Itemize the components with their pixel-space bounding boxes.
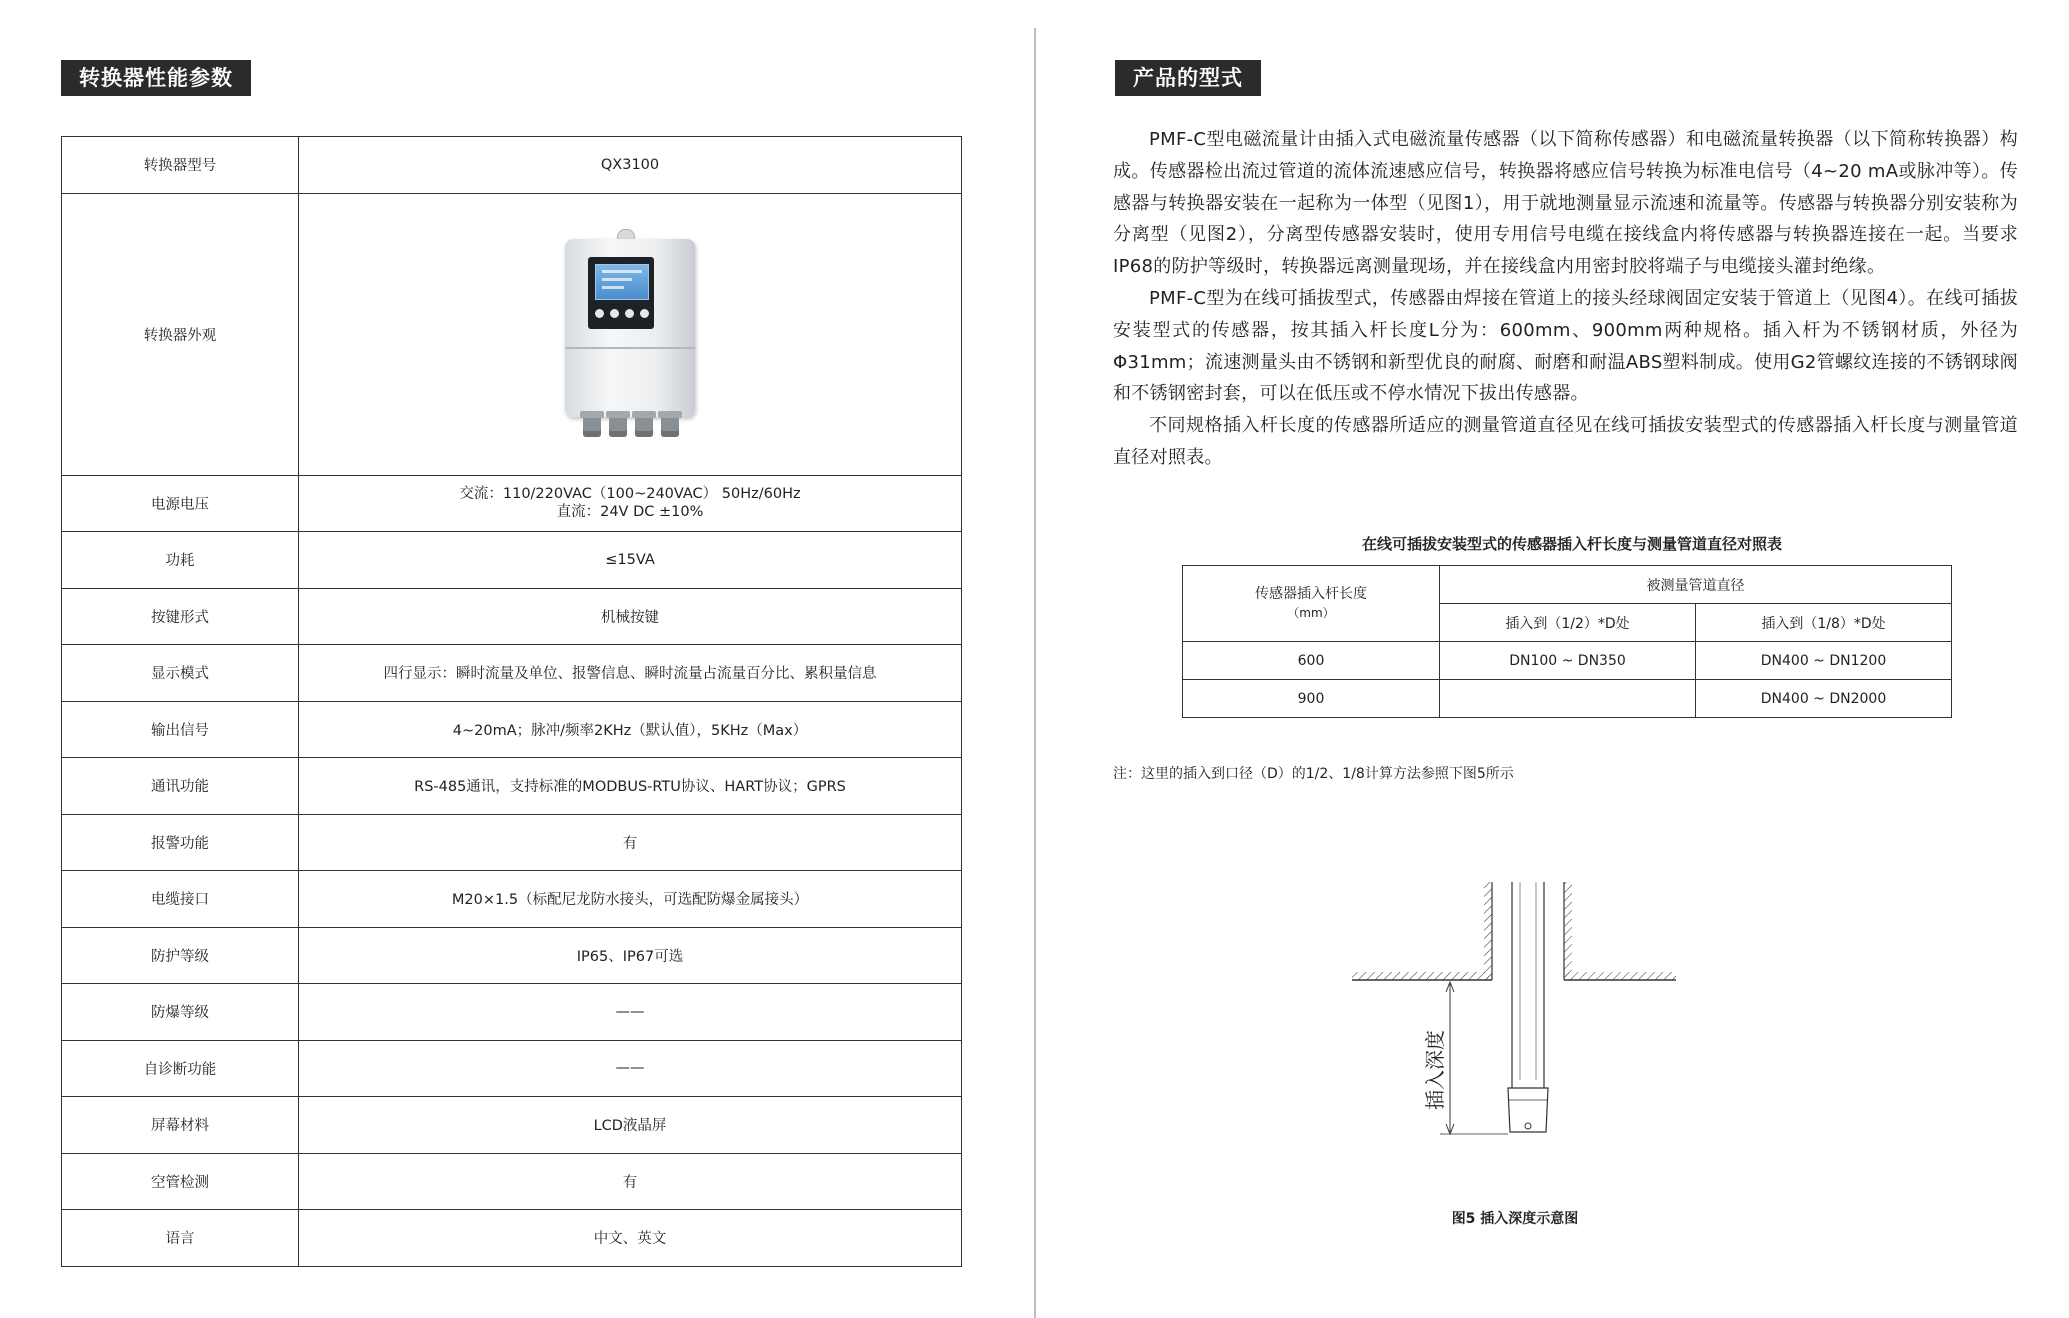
insertion-length-table [1182, 565, 1952, 718]
spec-label: 输出信号 [62, 701, 299, 758]
left-section-title: 转换器性能参数 [61, 60, 251, 96]
eighth-depth-header: 插入到（1/8）*D处 [1696, 604, 1952, 642]
spec-label: 报警功能 [62, 814, 299, 871]
table-row [62, 871, 962, 928]
spec-label: 功耗 [62, 532, 299, 589]
half-depth-header: 插入到（1/2）*D处 [1440, 604, 1696, 642]
spec-label: 防护等级 [62, 927, 299, 984]
spec-value: RS-485通讯，支持标准的MODBUS-RTU协议、HART协议；GPRS [299, 758, 962, 815]
spec-value: 4~20mA；脉冲/频率2KHz（默认值），5KHz（Max） [299, 701, 962, 758]
half-depth-cell: DN100 ~ DN350 [1440, 642, 1696, 680]
product-description [1113, 124, 2018, 474]
spec-label: 显示模式 [62, 645, 299, 702]
spec-label: 转换器外观 [62, 193, 299, 475]
spec-value: M20×1.5（标配尼龙防水接头，可选配防爆金属接头） [299, 871, 962, 928]
spec-label: 按键形式 [62, 588, 299, 645]
table-row [62, 588, 962, 645]
length-cell: 600 [1183, 642, 1440, 680]
eighth-depth-cell: DN400 ~ DN2000 [1696, 680, 1952, 718]
spec-label: 通讯功能 [62, 758, 299, 815]
device-keys [595, 309, 649, 318]
spec-value: 四行显示：瞬时流量及单位、报警信息、瞬时流量占流量百分比、累积量信息 [299, 645, 962, 702]
lcd-screen [595, 264, 649, 300]
converter-device-image [555, 229, 705, 439]
table-title: 在线可插拔安装型式的传感器插入杆长度与测量管道直径对照表 [1361, 535, 1782, 553]
length-header: 传感器插入杆长度 （mm） [1183, 566, 1440, 642]
spec-value: QX3100 [299, 137, 962, 194]
spec-label: 防爆等级 [62, 984, 299, 1041]
spec-value: 中文、英文 [299, 1210, 962, 1267]
spec-value: ≤15VA [299, 532, 962, 589]
table-row [62, 814, 962, 871]
converter-image-cell [299, 193, 962, 475]
spec-value: 有 [299, 814, 962, 871]
paragraph: 不同规格插入杆长度的传感器所适应的测量管道直径见在线可插拔安装型式的传感器插入杆长度与测量管道直径对照表。 [1113, 415, 2018, 468]
half-depth-cell [1440, 680, 1696, 718]
spec-value: 有 [299, 1153, 962, 1210]
spec-label: 转换器型号 [62, 137, 299, 194]
spec-value: 交流：110/220VAC（100~240VAC） 50Hz/60Hz 直流：24V DC ±10% [299, 475, 962, 532]
table-row [62, 475, 962, 532]
spec-label: 屏幕材料 [62, 1097, 299, 1154]
table-row [62, 645, 962, 702]
table-row [1183, 642, 1952, 680]
right-section-title: 产品的型式 [1115, 60, 1261, 96]
table-row [62, 927, 962, 984]
table-row [62, 758, 962, 815]
spec-label: 空管检测 [62, 1153, 299, 1210]
table-row [62, 701, 962, 758]
paragraph: PMF-C型电磁流量计由插入式电磁流量传感器（以下简称传感器）和电磁流量转换器（以下简称转换器）构成。传感器检出流过管道的流体流速感应信号，转换器将感应信号转换为标准电信号（4~20 mA或脉冲等）。传感器与转换器安装在一起称为一体型（见图1），用于就地测量显示流速和流量等。传感器与转换器分别安装称为分离型（见图2），分离型传感器安装时，使用专用信号电缆在接线盒内将传感器与转换器连接在一起。当要求IP68的防护等级时，转换器远离测量现场，并在接线盒内用密封胶将端子与电缆接头灌封绝缘。 [1113, 129, 2018, 278]
spec-value: —— [299, 1040, 962, 1097]
insertion-depth-diagram [1332, 870, 1690, 1140]
spec-value: IP65、IP67可选 [299, 927, 962, 984]
diameter-group-header: 被测量管道直径 [1440, 566, 1952, 604]
footnote: 注：这里的插入到口径（D）的1/2、1/8计算方法参照下图5所示 [1113, 766, 1514, 782]
spec-value: —— [299, 984, 962, 1041]
spec-label: 电缆接口 [62, 871, 299, 928]
table-row [62, 1153, 962, 1210]
table-header-row [1183, 566, 1952, 604]
eighth-depth-cell: DN400 ~ DN1200 [1696, 642, 1952, 680]
paragraph: PMF-C型为在线可插拔型式，传感器由焊接在管道上的接头经球阀固定安装于管道上（见图4）。在线可插拔安装型式的传感器，按其插入杆长度L分为：600mm、900mm两种规格。插入杆为不锈钢材质，外径为Φ31mm；流速测量头由不锈钢和新型优良的耐腐、耐磨和耐温ABS塑料制成。使用G2管螺纹连接的不锈钢球阀和不锈钢密封套，可以在低压或不停水情况下拔出传感器。 [1113, 287, 2018, 405]
table-row [62, 1097, 962, 1154]
length-cell: 900 [1183, 680, 1440, 718]
table-row [62, 137, 962, 194]
table-row [62, 532, 962, 589]
page-divider [1034, 28, 1036, 1318]
figure-caption: 图5 插入深度示意图 [1451, 1211, 1579, 1227]
spec-label: 自诊断功能 [62, 1040, 299, 1097]
table-row [62, 1040, 962, 1097]
spec-value: LCD液晶屏 [299, 1097, 962, 1154]
spec-label: 语言 [62, 1210, 299, 1267]
spec-value: 机械按键 [299, 588, 962, 645]
table-row [1183, 680, 1952, 718]
converter-spec-table [61, 136, 962, 1267]
table-row [62, 1210, 962, 1267]
table-row [62, 984, 962, 1041]
table-row [62, 193, 962, 475]
spec-label: 电源电压 [62, 475, 299, 532]
insertion-depth-label: 插入深度 [1423, 1030, 1447, 1110]
